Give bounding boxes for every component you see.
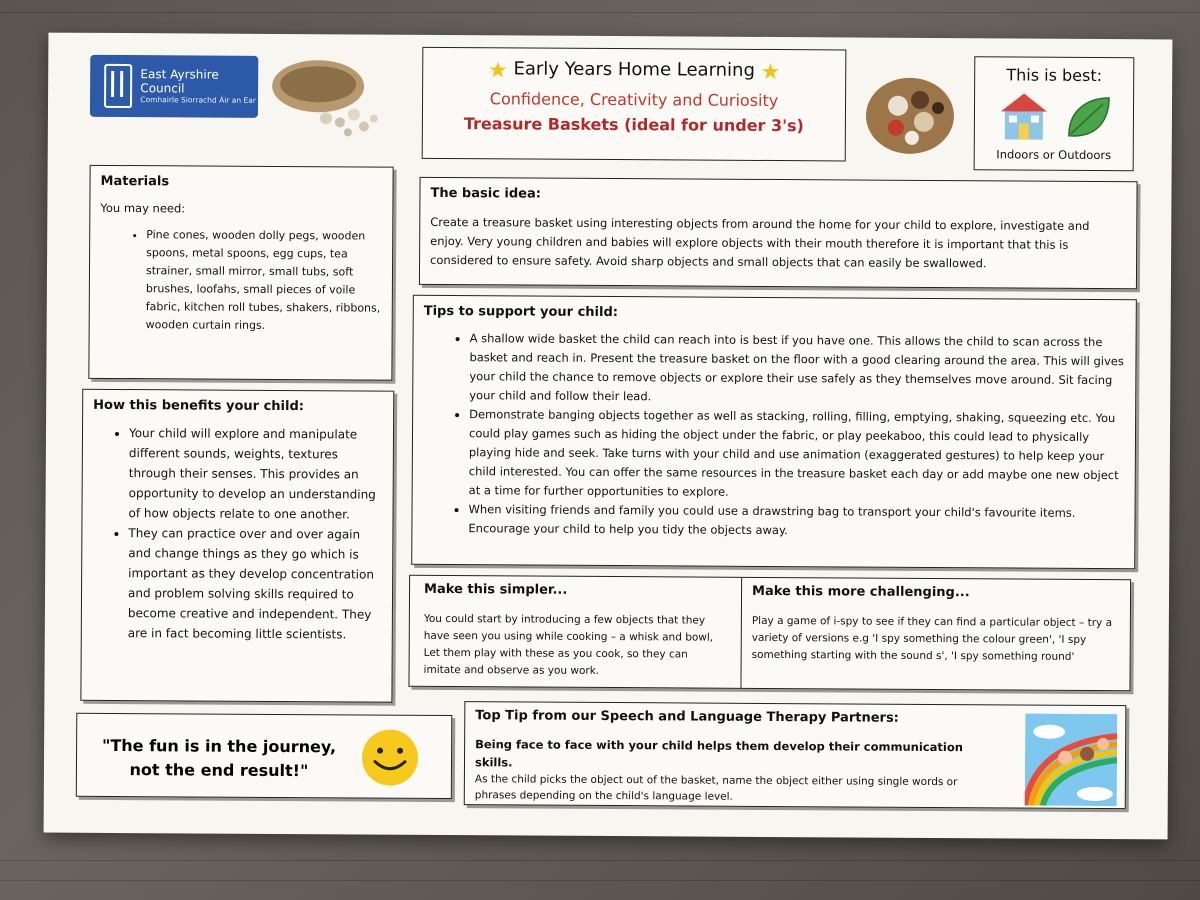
smiley-face-icon bbox=[359, 727, 421, 787]
wood-grain bbox=[0, 880, 1200, 881]
benefits-list bbox=[92, 423, 383, 645]
children-rainbow-illustration bbox=[1025, 714, 1118, 807]
best-footer: Indoors or Outdoors bbox=[996, 147, 1112, 163]
title-subtitle: Confidence, Creativity and Curiosity bbox=[489, 89, 779, 111]
quote-line2: not the end result!" bbox=[129, 760, 309, 781]
materials-box bbox=[88, 165, 393, 381]
title-line1 bbox=[423, 58, 845, 86]
house-icon bbox=[997, 91, 1051, 141]
title-main: Early Years Home Learning bbox=[513, 58, 756, 81]
star-icon: ★ bbox=[760, 59, 781, 86]
top-tip-box bbox=[464, 701, 1127, 809]
basic-heading: The basic idea: bbox=[430, 185, 542, 202]
quote-box bbox=[76, 713, 453, 799]
council-logo bbox=[90, 55, 258, 118]
challenging-text: Play a game of i-spy to see if they can find a particular object – try a variety of versions e.g 'I spy something the colour green', 'I spy something starting with the sound s', 'I spy something round' bbox=[751, 614, 1113, 663]
best-title: This is best: bbox=[1006, 65, 1103, 86]
basic-text: Create a treasure basket using interesting objects from around the home for your child to explore, investigate and enjoy. Very young children and babies will explore objects with their mouth therefore it is important that this is considered to ensure safety. Avoid sharp objects and small objects that can easily be swallowed. bbox=[430, 214, 1090, 271]
simpler-text: You could start by introducing a few objects that they have seen you using while cooking – a whisk and bowl, Let them play with these as you cook, so they can imitate and observe as you work. bbox=[423, 612, 714, 677]
list-item: • A shallow wide basket the child can reach into is best if you have one. This allows the child to scan across the basket and reach in. Present the treasure basket on the floor with a good clearing around the area. This will gives your child the chance to remove objects or explore their use safely as they themselves move around. Sit facing your child and follow their lead. bbox=[469, 329, 1125, 409]
list-item: • Demonstrate banging objects together as well as stacking, rolling, filling, emptying, shaking, squeezing etc. You could play games such as hiding the object under the fabric, or play peekaboo, this could lead to physically playing hide and seek. Take turns with your child and use animation (exaggerated gestures) to help keep your child interested. You can offer the same resources in the treasure basket each day or add maybe one new object at a time for further opportunities to explore. bbox=[469, 405, 1126, 504]
basic-idea-box bbox=[419, 177, 1138, 289]
benefits-box bbox=[80, 389, 394, 703]
top-tip-bold: Being face to face with your child helps them develop their communication skills. bbox=[474, 737, 963, 770]
wood-grain bbox=[0, 12, 1200, 13]
list-item: • Pine cones, wooden dolly pegs, wooden spoons, metal spoons, egg cups, tea strainer, small mirror, small tubs, soft brushes, loofahs, small pieces of voile fabric, kitchen roll tubes, shakers, ribbons, wooden curtain rings. bbox=[146, 226, 383, 335]
benefits-heading: How this benefits your child: bbox=[93, 397, 305, 415]
materials-intro: You may need: bbox=[100, 200, 186, 216]
quote-text bbox=[77, 734, 361, 784]
title-topic: Treasure Baskets (ideal for under 3's) bbox=[463, 114, 804, 136]
simpler-panel bbox=[409, 576, 742, 688]
challenging-panel bbox=[741, 578, 1130, 690]
council-subtitle: Comhairle Siorrachd Àir an Ear bbox=[140, 95, 256, 105]
differentiation-box bbox=[408, 575, 1131, 691]
tips-heading: Tips to support your child: bbox=[423, 303, 619, 321]
tips-list bbox=[422, 329, 1125, 542]
treasure-basket-photo bbox=[862, 66, 959, 157]
simpler-heading: Make this simpler... bbox=[424, 581, 568, 598]
wood-grain bbox=[0, 860, 1200, 861]
quote-line1: "The fun is in the journey, bbox=[101, 735, 337, 757]
star-icon: ★ bbox=[487, 58, 508, 84]
council-name: East Ayrshire Council bbox=[140, 67, 219, 96]
materials-heading: Materials bbox=[100, 173, 170, 190]
top-tip-heading: Top Tip from our Speech and Language Therapy Partners: bbox=[475, 708, 899, 726]
challenging-heading: Make this more challenging... bbox=[752, 583, 970, 601]
worksheet-paper bbox=[44, 33, 1173, 840]
list-item: • They can practice over and over again and change things as they go which is important as they develop concentration and problem solving skills required to become creative and independent. They are in fact becoming little scientists. bbox=[128, 523, 383, 645]
tips-box bbox=[411, 295, 1137, 569]
materials-list bbox=[100, 226, 383, 336]
top-tip-text: As the child picks the object out of the basket, name the object either using single words or phrases depending on the child's language level. bbox=[474, 773, 958, 803]
best-location-box bbox=[974, 56, 1135, 171]
list-item: • Your child will explore and manipulate different sounds, weights, textures through their senses. This provides an opportunity to develop an understanding of how objects relate to one another. bbox=[128, 423, 383, 525]
title-box bbox=[422, 47, 847, 162]
council-crest-icon bbox=[104, 64, 132, 108]
basket-photo bbox=[270, 48, 383, 139]
leaf-icon bbox=[1063, 94, 1113, 140]
list-item: • When visiting friends and family you could use a drawstring bag to transport your child's favourite items. Encourage your child to help you tidy the objects away. bbox=[468, 500, 1124, 542]
